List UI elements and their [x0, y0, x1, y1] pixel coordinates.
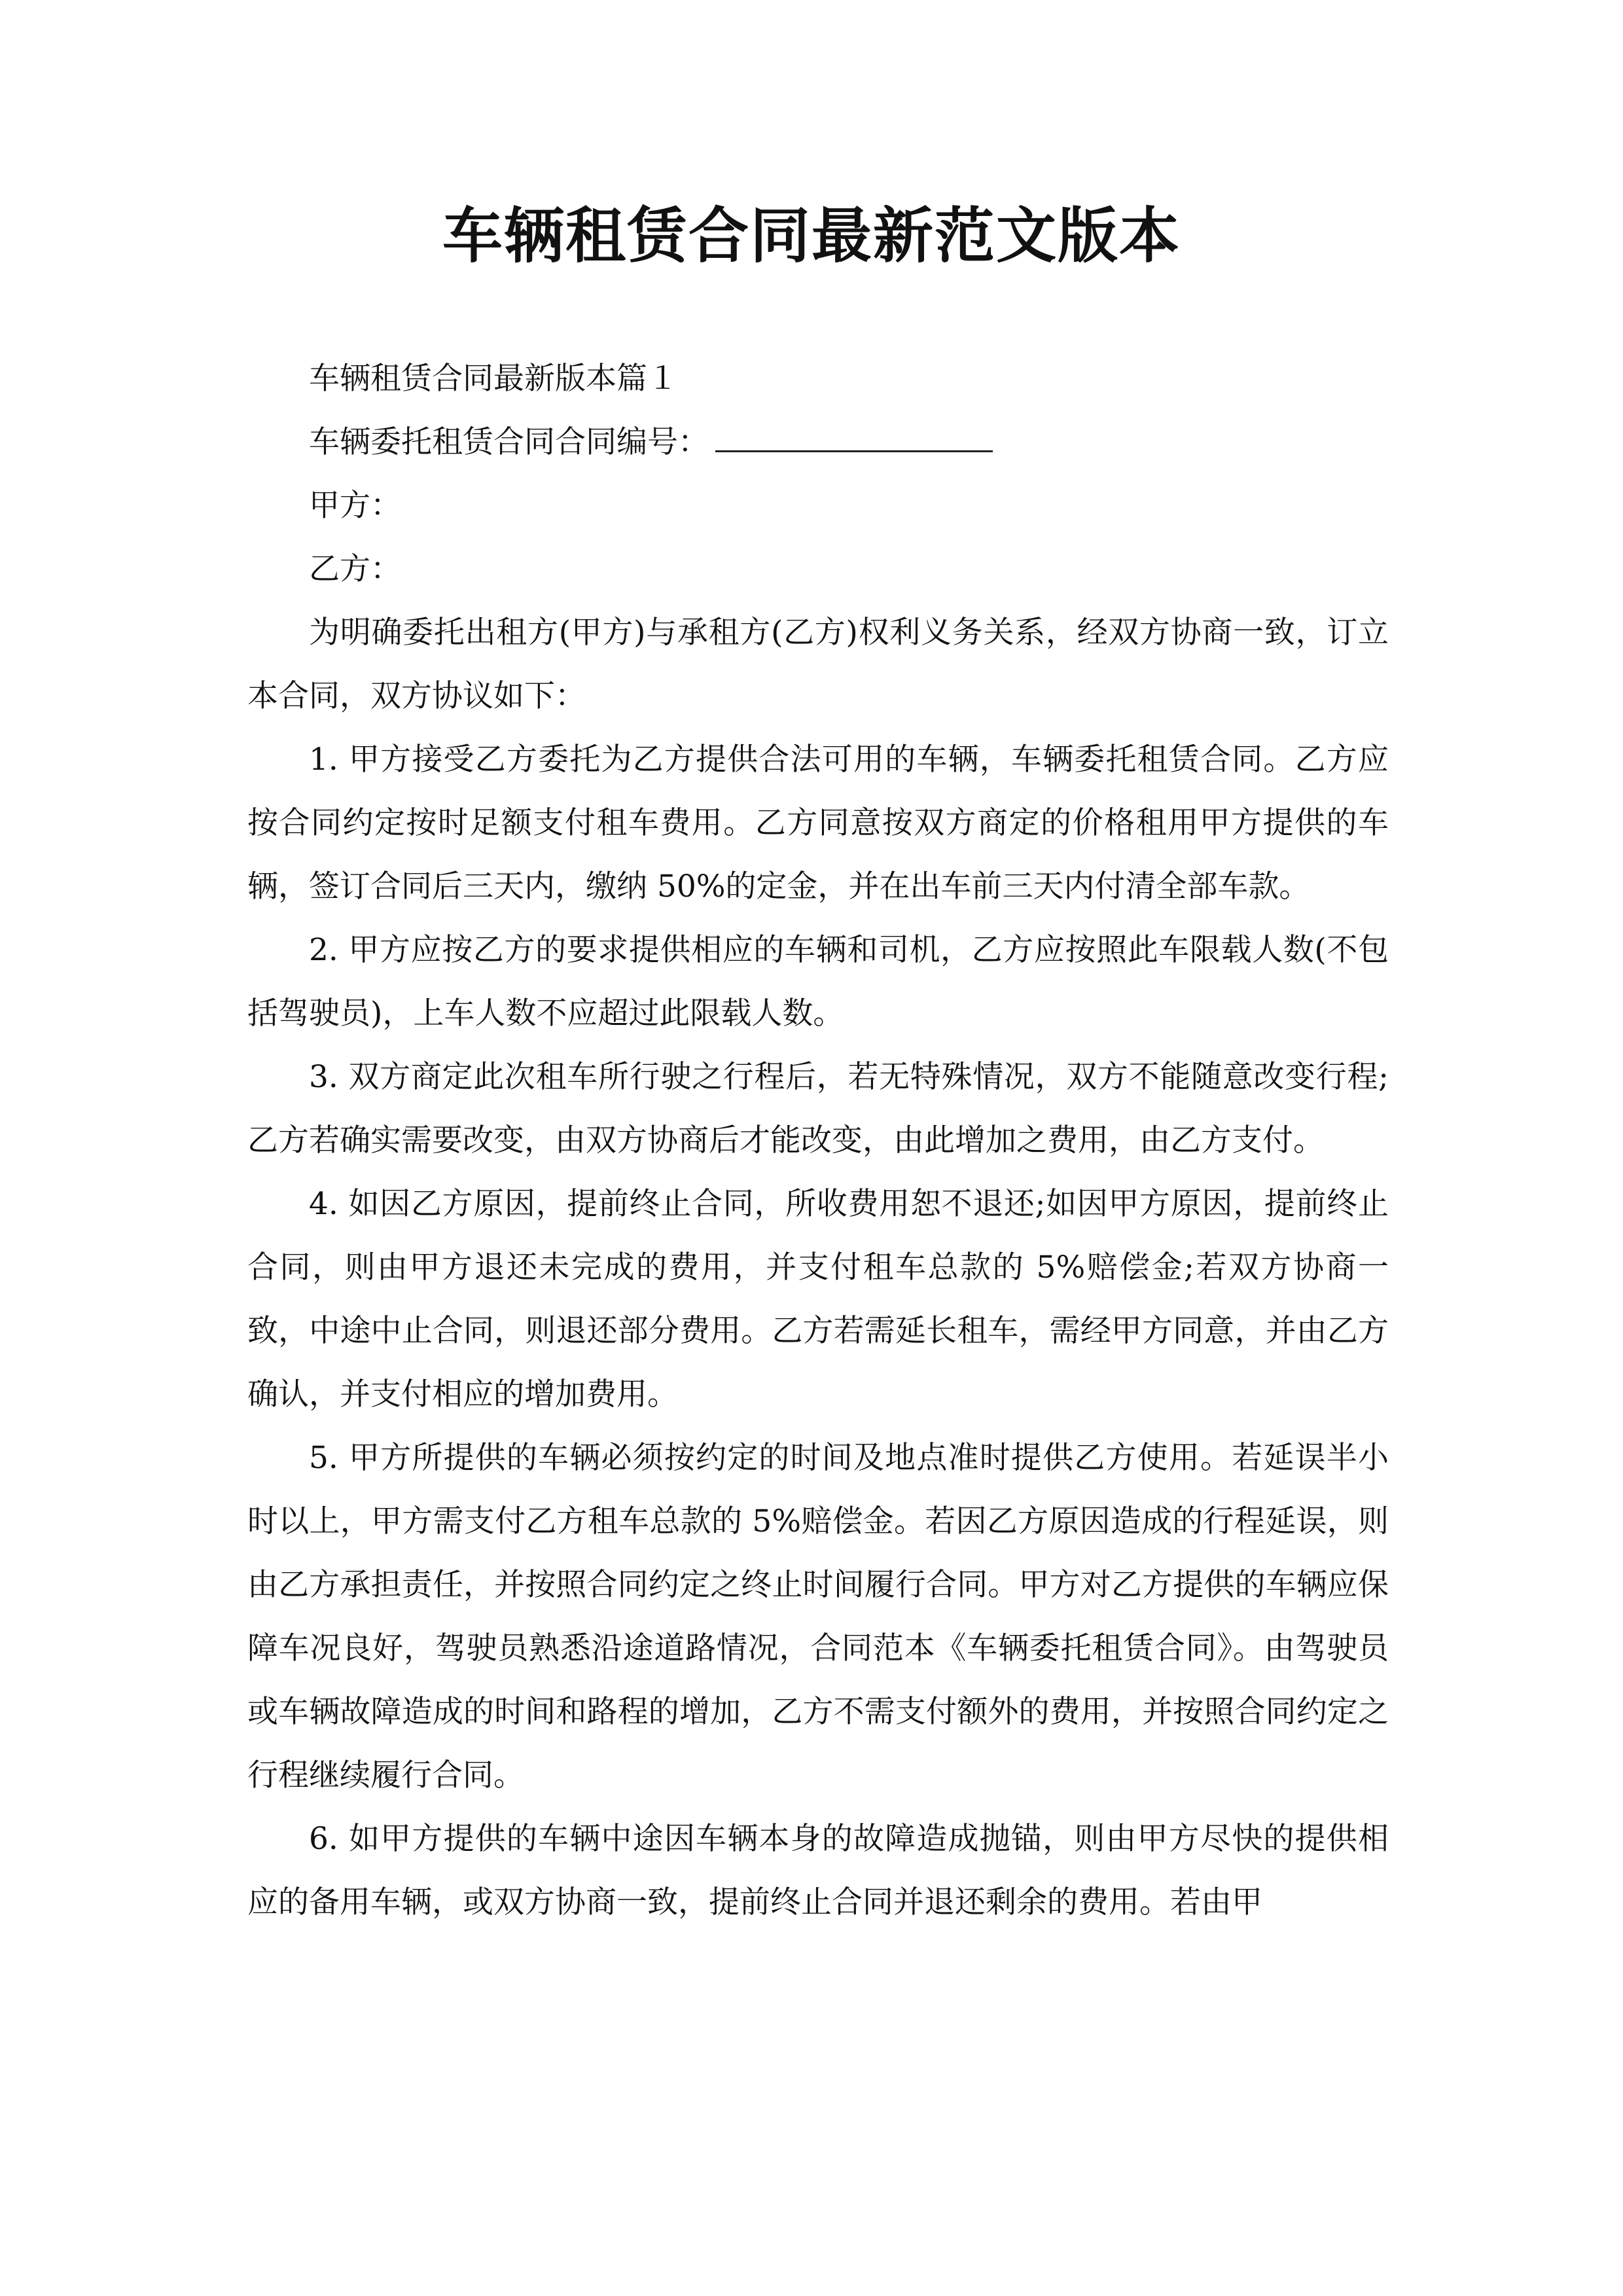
clause-5: 5. 甲方所提供的车辆必须按约定的时间及地点准时提供乙方使用。若延误半小时以上，甲方需支付乙方租车总款的 5%赔偿金。若因乙方原因造成的行程延误，则由乙方承担责任，并按照合同约定之终止时间履行合同。甲方对乙方提供的车辆应保障车况良好，驾驶员熟悉沿途道路情况，合同范本《车辆委托租赁合同》。由驾驶员或车辆故障造成的时间和路程的增加，乙方不需支付额外的费用，并按照合同约定之行程继续履行合同。 [247, 1440, 1389, 1793]
party-b-line: 乙方： [309, 551, 401, 587]
clause-4: 4. 如因乙方原因，提前终止合同，所收费用恕不退还;如因甲方原因，提前终止合同，则由甲方退还未完成的费用，并支付租车总款的 5%赔偿金;若双方协商一致，中途中止合同，则退还部分费用。乙方若需延长租车，需经甲方同意，并由乙方确认，并支付相应的增加费用。 [247, 1186, 1389, 1412]
contract-number-label: 车辆委托租赁合同合同编号： [309, 424, 709, 460]
contract-number-line [247, 410, 1389, 474]
document-body [247, 347, 1389, 1934]
document-title: 车辆租赁合同最新范文版本 [442, 200, 1181, 271]
clause-2: 2. 甲方应按乙方的要求提供相应的车辆和司机，乙方应按照此车限载人数(不包括驾驶员)，上车人数不应超过此限载人数。 [247, 932, 1389, 1031]
contract-number-blank [715, 424, 993, 452]
clause-6: 6. 如甲方提供的车辆中途因车辆本身的故障造成抛锚，则由甲方尽快的提供相应的备用车辆，或双方协商一致，提前终止合同并退还剩余的费用。若由甲 [247, 1821, 1389, 1920]
section-heading: 车辆租赁合同最新版本篇１ [309, 361, 678, 397]
intro-paragraph: 为明确委托出租方(甲方)与承租方(乙方)权利义务关系，经双方协商一致，订立本合同，双方协议如下： [247, 615, 1389, 714]
clause-3: 3. 双方商定此次租车所行驶之行程后，若无特殊情况，双方不能随意改变行程;乙方若确实需要改变，由双方协商后才能改变，由此增加之费用，由乙方支付。 [247, 1059, 1389, 1158]
party-a-line: 甲方： [309, 488, 401, 524]
clause-1: 1. 甲方接受乙方委托为乙方提供合法可用的车辆，车辆委托租赁合同。乙方应按合同约定按时足额支付租车费用。乙方同意按双方商定的价格租用甲方提供的车辆，签订合同后三天内，缴纳 50%的定金，并在出车前三天内付清全部车款。 [247, 742, 1389, 905]
